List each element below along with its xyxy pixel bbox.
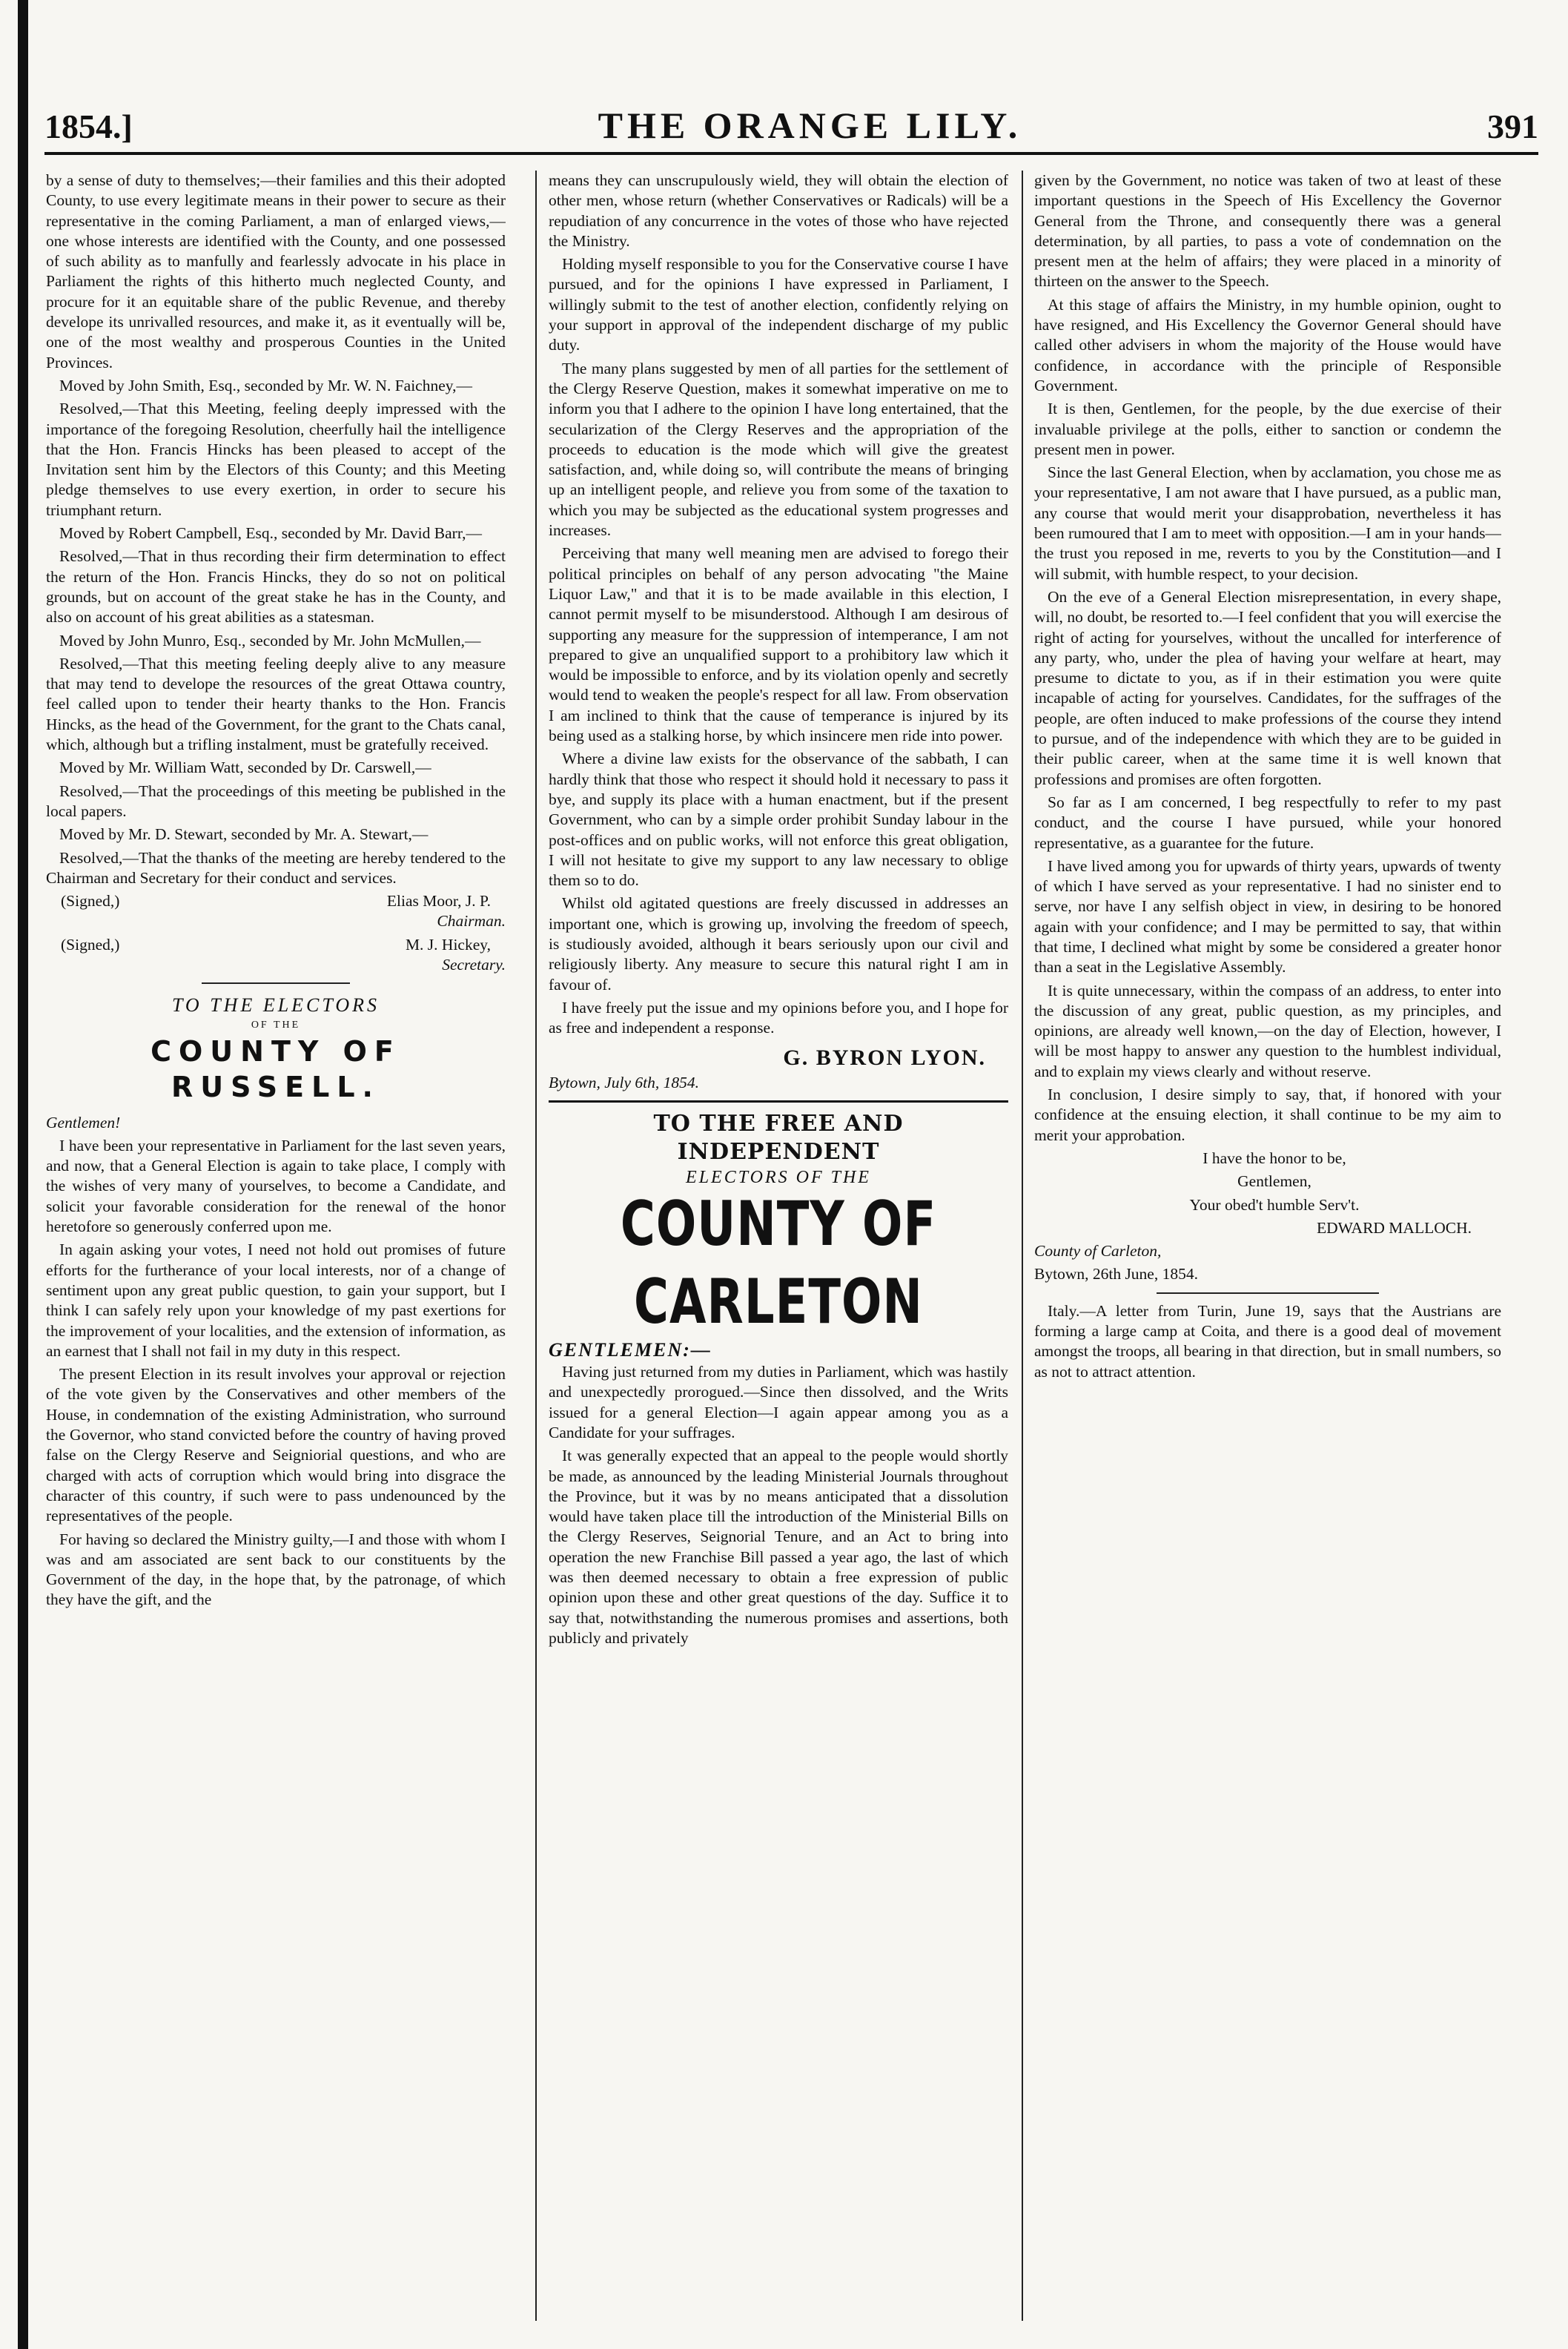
paragraph: It is quite unnecessary, within the compass of an address, to enter into the discussion of any great, public question, as my principles, and opinions, are already well known,—on the day of Election, however, I will be most happy to answer any question to the humblest individual, and to explain my views clearly and without reserve.: [1034, 981, 1501, 1080]
paragraph: On the eve of a General Election misrepresentation, in every shape, will, no doubt, be resorted to.—I feel confident that you will exercise the right of acting for yourselves, without the uncalled for interference of any party, who, under the plea of having your welfare at heart, may presume to dictate to you, as if in their estimation you were quite incapable of acting for yourselves. Candidates, for the suffrages of the people, are often induced to make professions of the course they intend to pursue, and of the independence with which they are to be guided in their public career, when at the same time it is well known that professions and promises are often forgotten.: [1034, 587, 1501, 788]
section-divider: [549, 1100, 1008, 1103]
column-1: [46, 171, 506, 2321]
signer-role: Secretary.: [442, 955, 506, 974]
paragraph: I have been your representative in Parliament for the last seven years, and now, that a General Election is again to take place, I comply with the wishes of very many of yourselves, to become a Candidate, and solicit your favorable consideration for the renewal of the honor heretofore so generously conferred upon me.: [46, 1136, 506, 1236]
paragraph: Resolved,—That this Meeting, feeling deeply impressed with the importance of the foregoing Resolution, cheerfully hail the intelligence that the Hon. Francis Hincks has been pleased to accept of the Invitation sent him by the Electors of this County; and this Meeting pledge themselves to use every exertion, in order to secure his triumphant return.: [46, 400, 506, 519]
signature-date: Bytown, 26th June, 1854.: [1034, 1265, 1198, 1283]
paragraph: Where a divine law exists for the observance of the sabbath, I can hardly think that those who respect it should hold it necessary to pass it bye, and supply its place with a human enactment, but if the present Government, who can by a simple order prohibit Sunday labour in the post-offices and on public works, will not enforce this great obligation, I will not hesitate to give my support to any law necessary to oblige them so to do.: [549, 750, 1008, 890]
paragraph: The many plans suggested by men of all parties for the settlement of the Clergy Reserve Question, makes it somewhat imperative on me to inform you that I adhere to the opinion I have long entertained, that the secularization of the Clergy Reserves and the appropriation of the proceeds to education is the mode which will give the greatest satisfaction, and, while doing so, will contribute the means of bringing up an intelligent people, and relieve you from some of the taxation to which you may be subjected as the educational system progresses and increases.: [549, 359, 1008, 540]
paragraph: Having just returned from my duties in Parliament, which was hastily and unexpectedly prorogued.—Since then dissolved, and the Writs issued for a general Election—I again appear among you as a Candidate for your suffrages.: [549, 1363, 1008, 1441]
salutation: GENTLEMEN:—: [549, 1339, 712, 1361]
section-divider: [202, 982, 350, 984]
paragraph: Resolved,—That the thanks of the meeting are hereby tendered to the Chairman and Secretary for their conduct and services.: [46, 848, 506, 887]
closing-line: Gentlemen,: [1237, 1172, 1311, 1191]
page-number: 391: [1487, 108, 1538, 145]
paragraph: Resolved,—That in thus recording their firm determination to effect the return of the Hon. Francis Hincks, they do so not on political grounds, but on account of the great stake he has in the County, and also on account of his great abilities as a statesman.: [46, 547, 506, 627]
paragraph: means they can unscrupulously wield, they will obtain the election of other men, whose return (whether Conservatives or Radicals) will be a repudiation of any concurrence in the votes of those who have rejected the Ministry.: [549, 171, 1008, 250]
closing-line: Your obed't humble Serv't.: [1189, 1195, 1360, 1214]
paragraph: The present Election in its result involves your approval or rejection of the vote given by the Conservatives and other members of the House, in condemnation of the existing Administration, who surround the Governor, who stand convicted before the country of having proved false on the Clergy Reserve and Seigniorial questions, and who are charged with acts of corruption which would bring into disgrace the character of this country, if such were to pass undenounced by the representatives of the people.: [46, 1365, 506, 1525]
paragraph: given by the Government, no notice was taken of two at least of these important questions in the Speech of His Excellency the Governor General from the Throne, and consequently there was a general determination, by all parties, to pass a vote of condemnation on the present men at the helm of affairs; they were placed in a minority of thirteen on the answer to the Speech.: [1034, 171, 1501, 291]
paragraph: In conclusion, I desire simply to say, that, if honored with your confidence at the ensuing election, it shall continue to be my aim to merit your approbation.: [1034, 1086, 1501, 1144]
paragraph: It was generally expected that an appeal to the people would shortly be made, as announced by the leading Ministerial Journals throughout the Province, but it was by no means anticipated that a dissolution would have taken place till the introduction of the Ministerial Bills on the Clergy Reserves, Seignorial Tenure, and an Act to bring into operation the new Franchise Bill passed a year ago, the last of which was then deemed necessary to obtain a free expression of public opinion upon these and other great questions of the day. Suffice it to say that, notwithstanding the numerous promises and assertions, both publicly and privately: [549, 1447, 1008, 1647]
heading-electors: TO THE ELECTORS: [171, 994, 380, 1017]
signature-secretary: [46, 935, 506, 955]
paragraph: Since the last General Election, when by acclamation, you chose me as your representative, I am not aware that I have pursued, as a public man, any course that would merit your disapprobation, nevertheless it has been rumoured that I am to meet with opposition.—I am in your hands—the trust you reposed in me, reverts to you by the Constitution—and I will submit, with humble respect, to your decision.: [1034, 463, 1501, 583]
paragraph: It is then, Gentlemen, for the people, by the due exercise of their invaluable privilege at the polls, either to sanction or condemn the present men in power.: [1034, 400, 1501, 458]
paragraph: Perceiving that many well meaning men are advised to forego their political principles on behalf of any person advocating "the Maine Liquor Law," and that it is to be made available in this election, I cannot permit myself to be misunderstood. Although I am desirous of supporting any measure for the suppression of intemperance, I am not prepared to give an unqualified support to a prohibitory law which it would be impossible to enforce, and by its violation openly and secretly would tend to weaken the people's respect for all law. From observation I am inclined to think that the cause of temperance is injured by its being used as a stalking horse, by which insincere men ride into power.: [549, 544, 1008, 745]
salutation: Gentlemen!: [46, 1113, 121, 1131]
heading-county-russell: COUNTY OF RUSSELL.: [150, 1035, 401, 1104]
section-divider: [1157, 1292, 1379, 1294]
column-2: [549, 171, 1008, 2321]
paragraph: Resolved,—That this meeting feeling deeply alive to any measure that may tend to develope the resources of the great Ottawa country, feel called upon to tender their hearty thanks to the Hon. Francis Hincks, as the head of the Government, for the grant to the Chats canal, which, although but a trifling instalment, must be gratefully received.: [46, 654, 506, 754]
paragraph: For having so declared the Ministry guilty,—I and those with whom I was and am associated are sent back to our constituents by the Government of the day, in the hope that, by the patronage, of which they have the gift, and the: [46, 1530, 506, 1609]
signature-date: Bytown, July 6th, 1854.: [549, 1073, 700, 1091]
paragraph: I have freely put the issue and my opinions before you, and I hope for as free and independent a response.: [549, 998, 1008, 1037]
paragraph: So far as I am concerned, I beg respectfully to refer to my past conduct, and the course I have pursued, while your honored representative, as a guarantee for the future.: [1034, 793, 1501, 852]
paragraph: Moved by Mr. D. Stewart, seconded by Mr. A. Stewart,—: [59, 825, 429, 844]
page-header: [44, 104, 1538, 148]
signature-chairman: [46, 891, 506, 911]
paragraph: I have lived among you for upwards of thirty years, upwards of twenty of which I have served as your representative. I had no sinister end to serve, nor have I any selfish object in view, in desiring to be honored again with your confidence; and I may be permitted to say, that within that time, I declined what might by some be considered a greater honor than a seat in the Legislative Assembly.: [1034, 856, 1501, 977]
header-rule: [44, 152, 1538, 155]
signer-name-lyon: G. BYRON LYON.: [783, 1045, 986, 1071]
paragraph: Moved by John Munro, Esq., seconded by Mr. John McMullen,—: [59, 631, 481, 650]
heading-electors: ELECTORS OF THE: [686, 1168, 871, 1188]
paragraph: In again asking your votes, I need not hold out promises of future efforts for the furtherance of your local interests, nor of a change of sentiment upon any great public question, to gain your support, but I think I can safely rely upon your knowledge of my past exertions for the improvement of your localities, and the extension of information, as an earnest that I shall not fail in my duty in this respect.: [46, 1240, 506, 1360]
paragraph: Whilst old agitated questions are freely discussed in addresses an important one, which is growing up, involving the freedom of speech, is studiously avoided, although it bears seriously upon our civil and religiously liberty. Any measure to secure this natural right I am in favour of.: [549, 894, 1008, 994]
signer-name: Elias Moor, J. P.: [386, 892, 491, 911]
paragraph: Moved by Mr. William Watt, seconded by Dr. Carswell,—: [59, 759, 431, 777]
binding-edge: [18, 0, 28, 2349]
column-3: [1034, 171, 1501, 2321]
signature-county: County of Carleton,: [1034, 1242, 1162, 1261]
paragraph: At this stage of affairs the Ministry, in my humble opinion, ought to have resigned, and His Excellency the Governor General should have called other advisers in whom the majority of the House would have confidence, in accordance with the principle of Responsible Government.: [1034, 295, 1501, 394]
signer-name-malloch: EDWARD MALLOCH.: [1316, 1218, 1472, 1237]
closing-line: I have the honor to be,: [1203, 1149, 1346, 1167]
signed-label: (Signed,): [61, 892, 120, 911]
signer-role: Chairman.: [437, 912, 506, 931]
paragraph: Moved by Robert Campbell, Esq., seconded by Mr. David Barr,—: [59, 524, 482, 543]
signer-name: M. J. Hickey,: [405, 935, 491, 954]
heading-free-independent: TO THE FREE AND INDEPENDENT: [653, 1110, 904, 1165]
heading-of: OF THE: [251, 1020, 301, 1031]
paragraph: Holding myself responsible to you for the Conservative course I have pursued, and for the opinions I have expressed in Parliament, I willingly submit to the test of another election, confidently relying on your support in approval of the independent discharge of my public duty.: [549, 255, 1008, 354]
heading-county-carleton: COUNTY OF CARLETON: [620, 1189, 937, 1338]
masthead-title: THE ORANGE LILY.: [598, 105, 1022, 146]
column-divider: [535, 171, 537, 2321]
paragraph: Moved by John Smith, Esq., seconded by Mr. W. N. Faichney,—: [59, 376, 472, 394]
signed-label: (Signed,): [61, 935, 120, 954]
column-divider: [1022, 171, 1023, 2321]
header-year: 1854.]: [44, 108, 133, 145]
news-item-italy: Italy.—A letter from Turin, June 19, says that the Austrians are forming a large camp at Coita, and there is a good deal of movement amongst the troops, all bearing in that direction, but in small numbers, so as not to attract attention.: [1034, 1301, 1501, 1381]
paragraph: by a sense of duty to themselves;—their families and this their adopted County, to use every legitimate means in their power to secure as their representative in the coming Parliament, a man of enlarged views,—one whose interests are identified with the County, and one possessed of such ability as to manfully and fearlessly advocate in his place in Parliament the rights of this hitherto much neglected County, and procure for it an equitable share of the public Revenue, and thereby develope its unrivalled resources, and make it, as it eventually will be, one of the most wealthy and prosperous Counties in the United Provinces.: [46, 171, 506, 371]
paragraph: Resolved,—That the proceedings of this meeting be published in the local papers.: [46, 782, 506, 820]
